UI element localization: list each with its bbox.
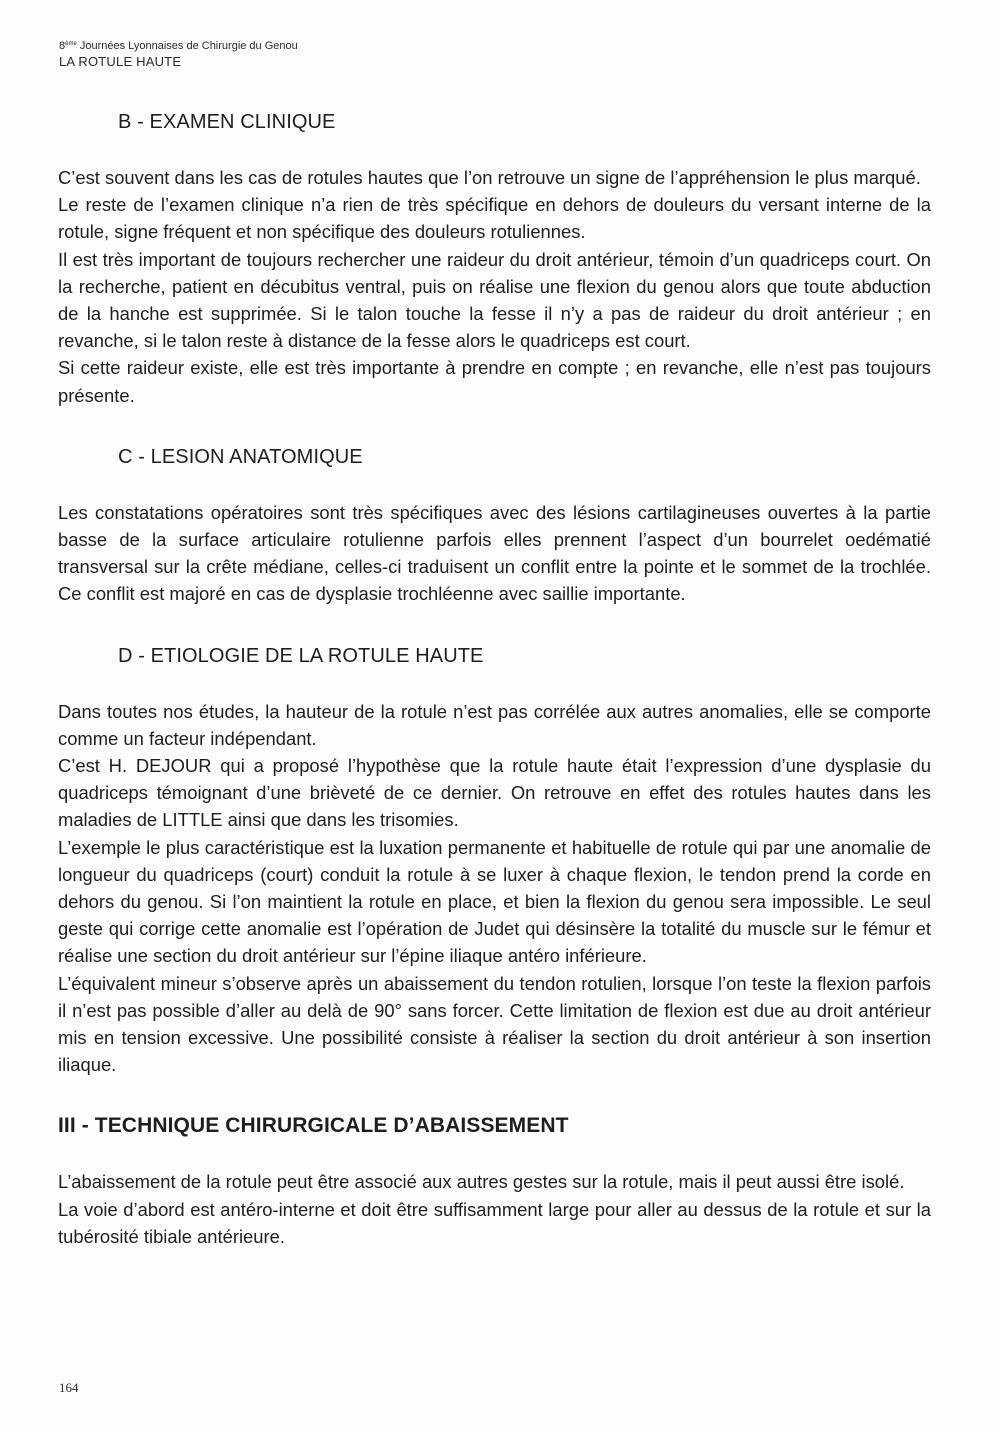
paragraph: L’exemple le plus caractéristique est la luxation permanente et habituelle de rotule qui par une anomalie de longueur du quadriceps (court) conduit la rotule à se luxer à chaque flexion, le tendon prend la corde en dehors du genou. Si l’on maintient la rotule en place, et bien la flexion du genou sera impossible. Le seul geste qui corrige cette anomalie est l’opération de Judet qui désinsère la totalité du muscle sur le fémur et réalise une section du droit antérieur sur l’épine iliaque antéro inférieure. <box>58 836 931 967</box>
document-title: LA ROTULE HAUTE <box>59 54 182 69</box>
paragraph: Il est très important de toujours rechercher une raideur du droit antérieur, témoin d’un quadriceps court. On la recherche, patient en décubitus ventral, puis on réalise une flexion du genou alors que toute abduction de la hanche est supprimée. Si le talon touche la fesse il n’y a pas de raideur du droit antérieur ; en revanche, si le talon reste à distance de la fesse alors le quadriceps est court. <box>58 248 931 352</box>
conference-text: Journées Lyonnaises de Chirurgie du Genou <box>76 40 298 52</box>
section-heading: D - ETIOLOGIE DE LA ROTULE HAUTE <box>118 644 484 667</box>
section-examen-clinique <box>58 108 931 409</box>
paragraph: C’est H. DEJOUR qui a proposé l’hypothèse que la rotule haute était l’expression d’une dysplasie du quadriceps témoignant d’une brièveté de ce dernier. On retrouve en effet des rotules hautes dans les maladies de LITTLE ainsi que dans les trisomies. <box>58 755 931 831</box>
section-heading: B - EXAMEN CLINIQUE <box>118 111 336 133</box>
section-technique-chirurgicale <box>58 1112 931 1250</box>
paragraph: Le reste de l’examen clinique n’a rien de très spécifique en dehors de douleurs du versant interne de la rotule, signe fréquent et non spécifique des douleurs rotuliennes. <box>58 194 931 243</box>
paragraph: L’abaissement de la rotule peut être associé aux autres gestes sur la rotule, mais il peut aussi être isolé. <box>58 1171 905 1193</box>
section-heading: C - LESION ANATOMIQUE <box>118 445 363 468</box>
paragraph: L’équivalent mineur s’observe après un abaissement du tendon rotulien, lorsque l’on teste la flexion parfois il n’est pas possible d’aller au delà de 90° sans forcer. Cette limitation de flexion est due au droit antérieur mis en tension excessive. Une possibilité consiste à réaliser la section du droit antérieur à son insertion iliaque. <box>58 972 931 1076</box>
page-content <box>58 108 931 1284</box>
paragraph: Dans toutes nos études, la hauteur de la rotule n’est pas corrélée aux autres anomalies, elle se comporte comme un facteur indépendant. <box>58 700 931 749</box>
conference-ordinal <box>59 40 77 52</box>
paragraph: La voie d’abord est antéro-interne et doit être suffisamment large pour aller au dessus de la rotule et sur la tubérosité tibiale antérieure. <box>58 1198 931 1247</box>
paragraph: Les constatations opératoires sont très spécifiques avec des lésions cartilagineuses ouvertes à la partie basse de la surface articulaire rotulienne parfois elles prennent l’aspect d’un bourrelet oedématié transversal sur la crête médiane, celles-ci traduisent un conflit entre la pointe et le sommet de la trochlée. Ce conflit est majoré en cas de dysplasie trochléenne avec saillie importante. <box>58 501 931 605</box>
page-number: 164 <box>59 1380 79 1395</box>
ordinal-suffix: ème <box>65 41 77 47</box>
conference-name <box>59 36 298 54</box>
ordinal-number: 8 <box>59 40 66 52</box>
running-header <box>59 36 298 70</box>
paragraph: Si cette raideur existe, elle est très importante à prendre en compte ; en revanche, elle n’est pas toujours présente. <box>58 357 931 406</box>
paragraph: C’est souvent dans les cas de rotules hautes que l’on retrouve un signe de l’appréhension le plus marqué. <box>58 167 921 188</box>
section-etiologie <box>58 642 931 1079</box>
section-heading: III - TECHNIQUE CHIRURGICALE D’ABAISSEMENT <box>58 1114 569 1138</box>
section-lesion-anatomique <box>58 443 931 608</box>
